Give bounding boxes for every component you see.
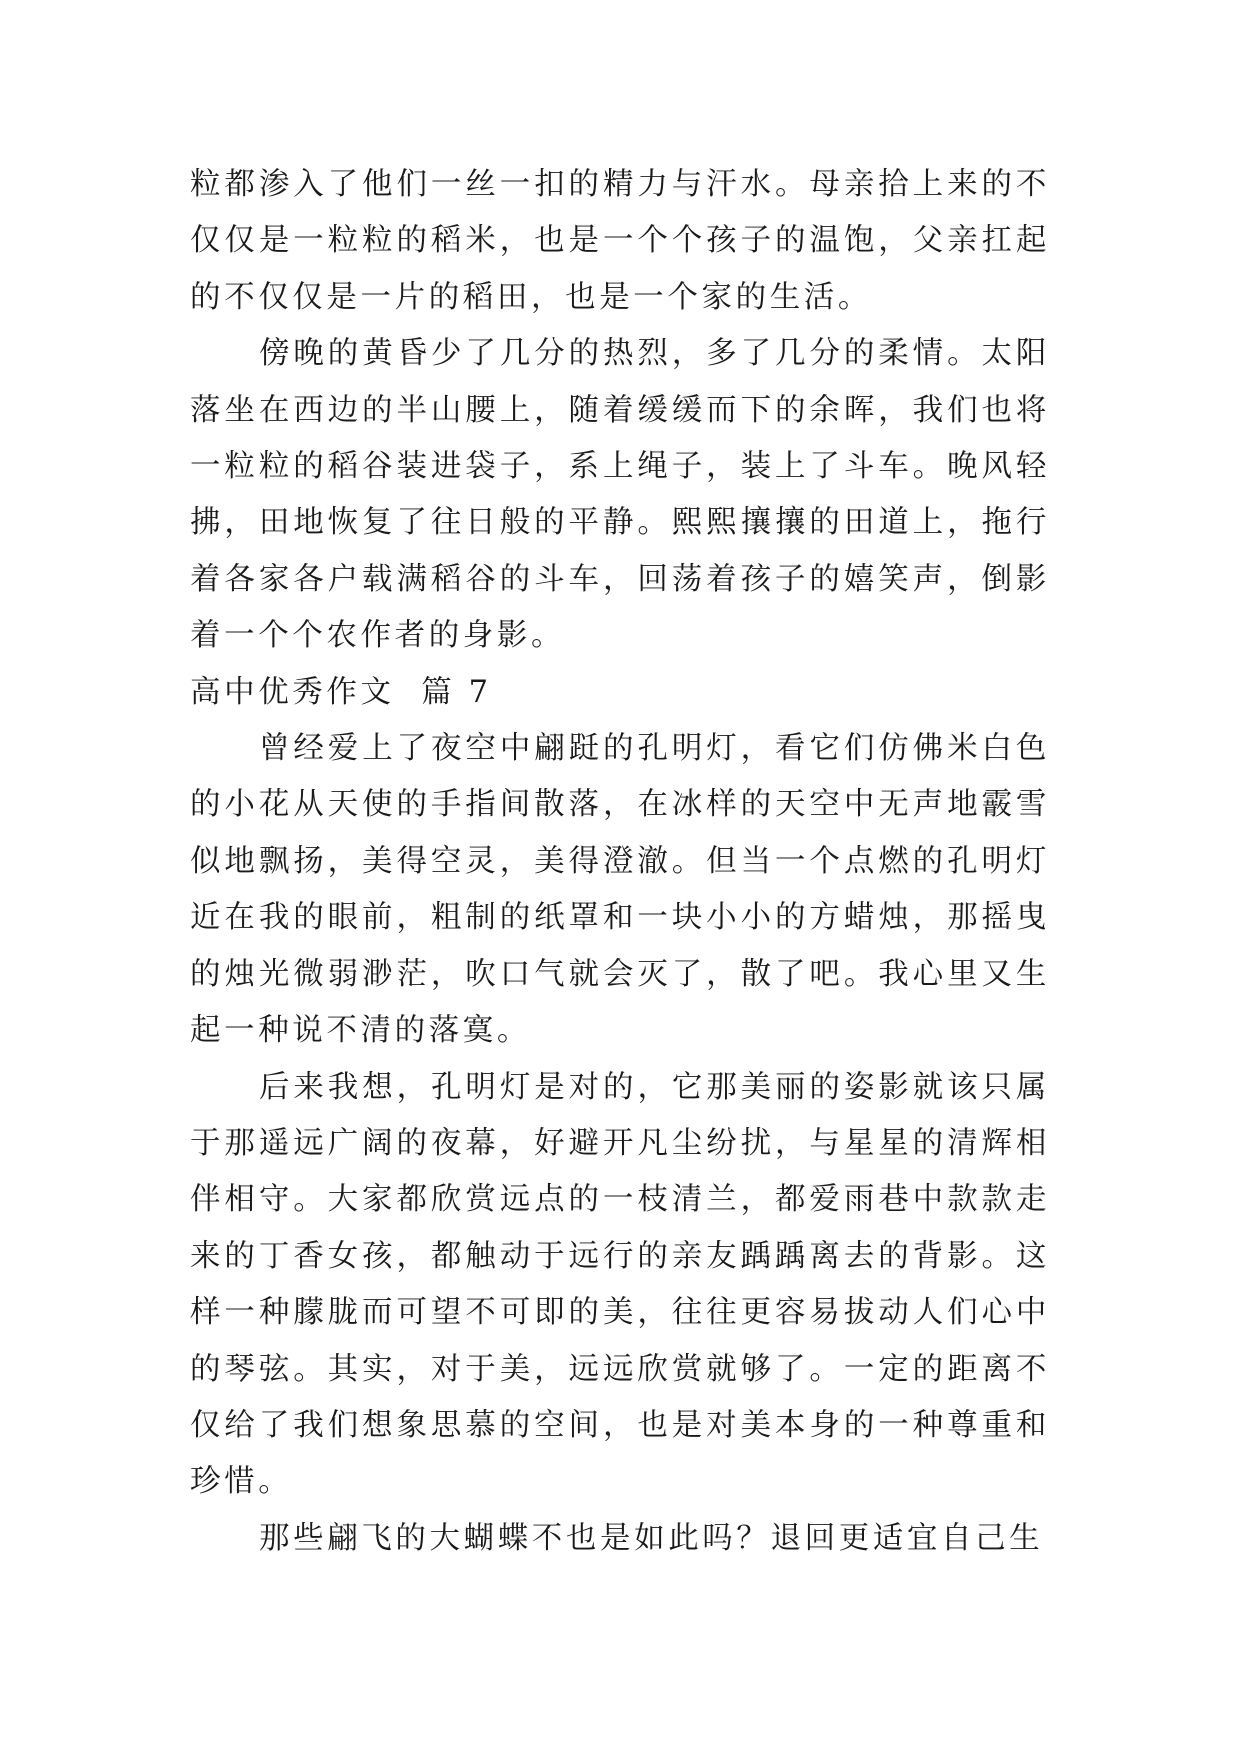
paragraph-continuation: 粒都渗入了他们一丝一扣的精力与汗水。母亲拾上来的不仅仅是一粒粒的稻米，也是一个个孩子的温饱，父亲扛起的不仅仅是一片的稻田，也是一个家的生活。 [190,167,1050,315]
document-body [190,157,1050,1567]
paragraph-dusk: 傍晚的黄昏少了几分的热烈，多了几分的柔情。太阳落坐在西边的半山腰上，随着缓缓而下的余晖，我们也将一粒粒的稻谷装进袋子，系上绳子，装上了斗车。晚风轻拂，田地恢复了往日般的平静。熙熙攘攘的田道上，拖行着各家各户载满稻谷的斗车，回荡着孩子的嬉笑声，倒影着一个个农作者的身影。 [190,336,1050,654]
paragraph-distance: 后来我想，孔明灯是对的，它那美丽的姿影就该只属于那遥远广阔的夜幕，好避开凡尘纷扰，与星星的清辉相伴相守。大家都欣赏远点的一枝清兰，都爱雨巷中款款走来的丁香女孩，都触动于远行的亲友踽踽离去的背影。这样一种朦胧而可望不可即的美，往往更容易拔动人们心中的琴弦。其实，对于美，远远欣赏就够了。一定的距离不仅给了我们想象思慕的空间，也是对美本身的一种尊重和珍惜。 [190,1069,1050,1500]
paragraph-butterflies: 那些翩飞的大蝴蝶不也是如此吗？退回更适宜自己生 [259,1520,1044,1556]
section-heading: 高中优秀作文 篇 7 [190,674,492,710]
paragraph-lanterns: 曾经爱上了夜空中翩跹的孔明灯，看它们仿佛米白色的小花从天使的手指间散落，在冰样的天空中无声地霰雪似地飘扬，美得空灵，美得澄澈。但当一个点燃的孔明灯近在我的眼前，粗制的纸罩和一块小小的方蜡烛，那摇曳的烛光微弱渺茫，吹口气就会灭了，散了吧。我心里又生起一种说不清的落寞。 [190,731,1050,1049]
